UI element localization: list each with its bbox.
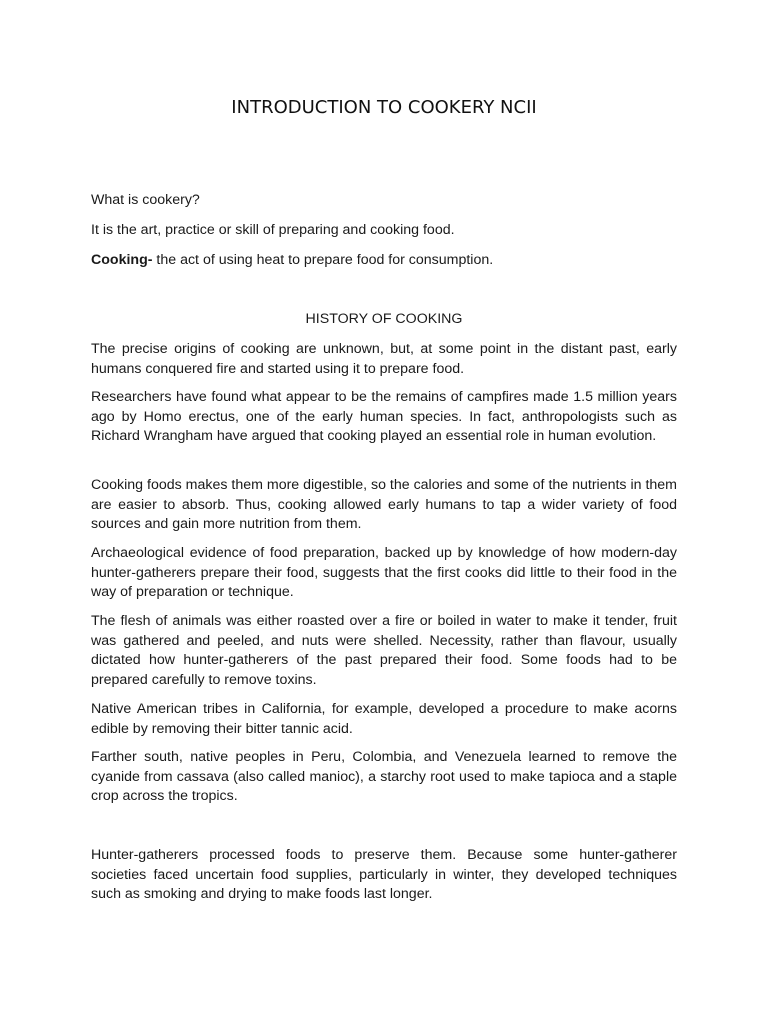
paragraph: The precise origins of cooking are unknown, but, at some point in the distant past, early humans conquered fire and started using it to prepare food. <box>91 341 677 377</box>
cooking-term: Cooking- <box>91 252 153 268</box>
history-heading: HISTORY OF COOKING <box>305 311 463 327</box>
paragraph: Farther south, native peoples in Peru, Colombia, and Venezuela learned to remove the cyanide from cassava (also called manioc), a starchy root used to make tapioca and a staple crop across the tropics. <box>91 749 677 804</box>
intro-question: What is cookery? <box>91 192 200 208</box>
paragraph: Native American tribes in California, for example, developed a procedure to make acorns edible by removing their bitter tannic acid. <box>91 701 677 737</box>
paragraph: Cooking foods makes them more digestible, so the calories and some of the nutrients in them are easier to absorb. Thus, cooking allowed early humans to tap a wider variety of food sources and gain more nutrition from them. <box>91 477 677 532</box>
paragraph: Hunter-gatherers processed foods to preserve them. Because some hunter-gatherer societies faced uncertain food supplies, particularly in winter, they developed techniques such as smoking and drying to make foods last longer. <box>91 847 677 902</box>
paragraph: The flesh of animals was either roasted over a fire or boiled in water to make it tender, fruit was gathered and peeled, and nuts were shelled. Necessity, rather than flavour, usually dictated how hunter-gatherers of the past prepared their food. Some foods had to be prepared carefully to remove toxins. <box>91 613 677 688</box>
cooking-definition-line <box>91 251 677 271</box>
intro-definition: It is the art, practice or skill of preparing and cooking food. <box>91 222 455 238</box>
paragraph: Researchers have found what appear to be the remains of campfires made 1.5 million years ago by Homo erectus, one of the early human species. In fact, anthropologists such as Richard Wrangham have argued that cooking played an essential role in human evolution. <box>91 389 677 444</box>
document-title: INTRODUCTION TO COOKERY NCII <box>231 97 537 118</box>
cooking-definition: the act of using heat to prepare food for consumption. <box>152 252 494 268</box>
paragraph: Archaeological evidence of food preparation, backed up by knowledge of how modern-day hunter-gatherers prepare their food, suggests that the first cooks did little to their food in the way of preparation or technique. <box>91 545 677 600</box>
